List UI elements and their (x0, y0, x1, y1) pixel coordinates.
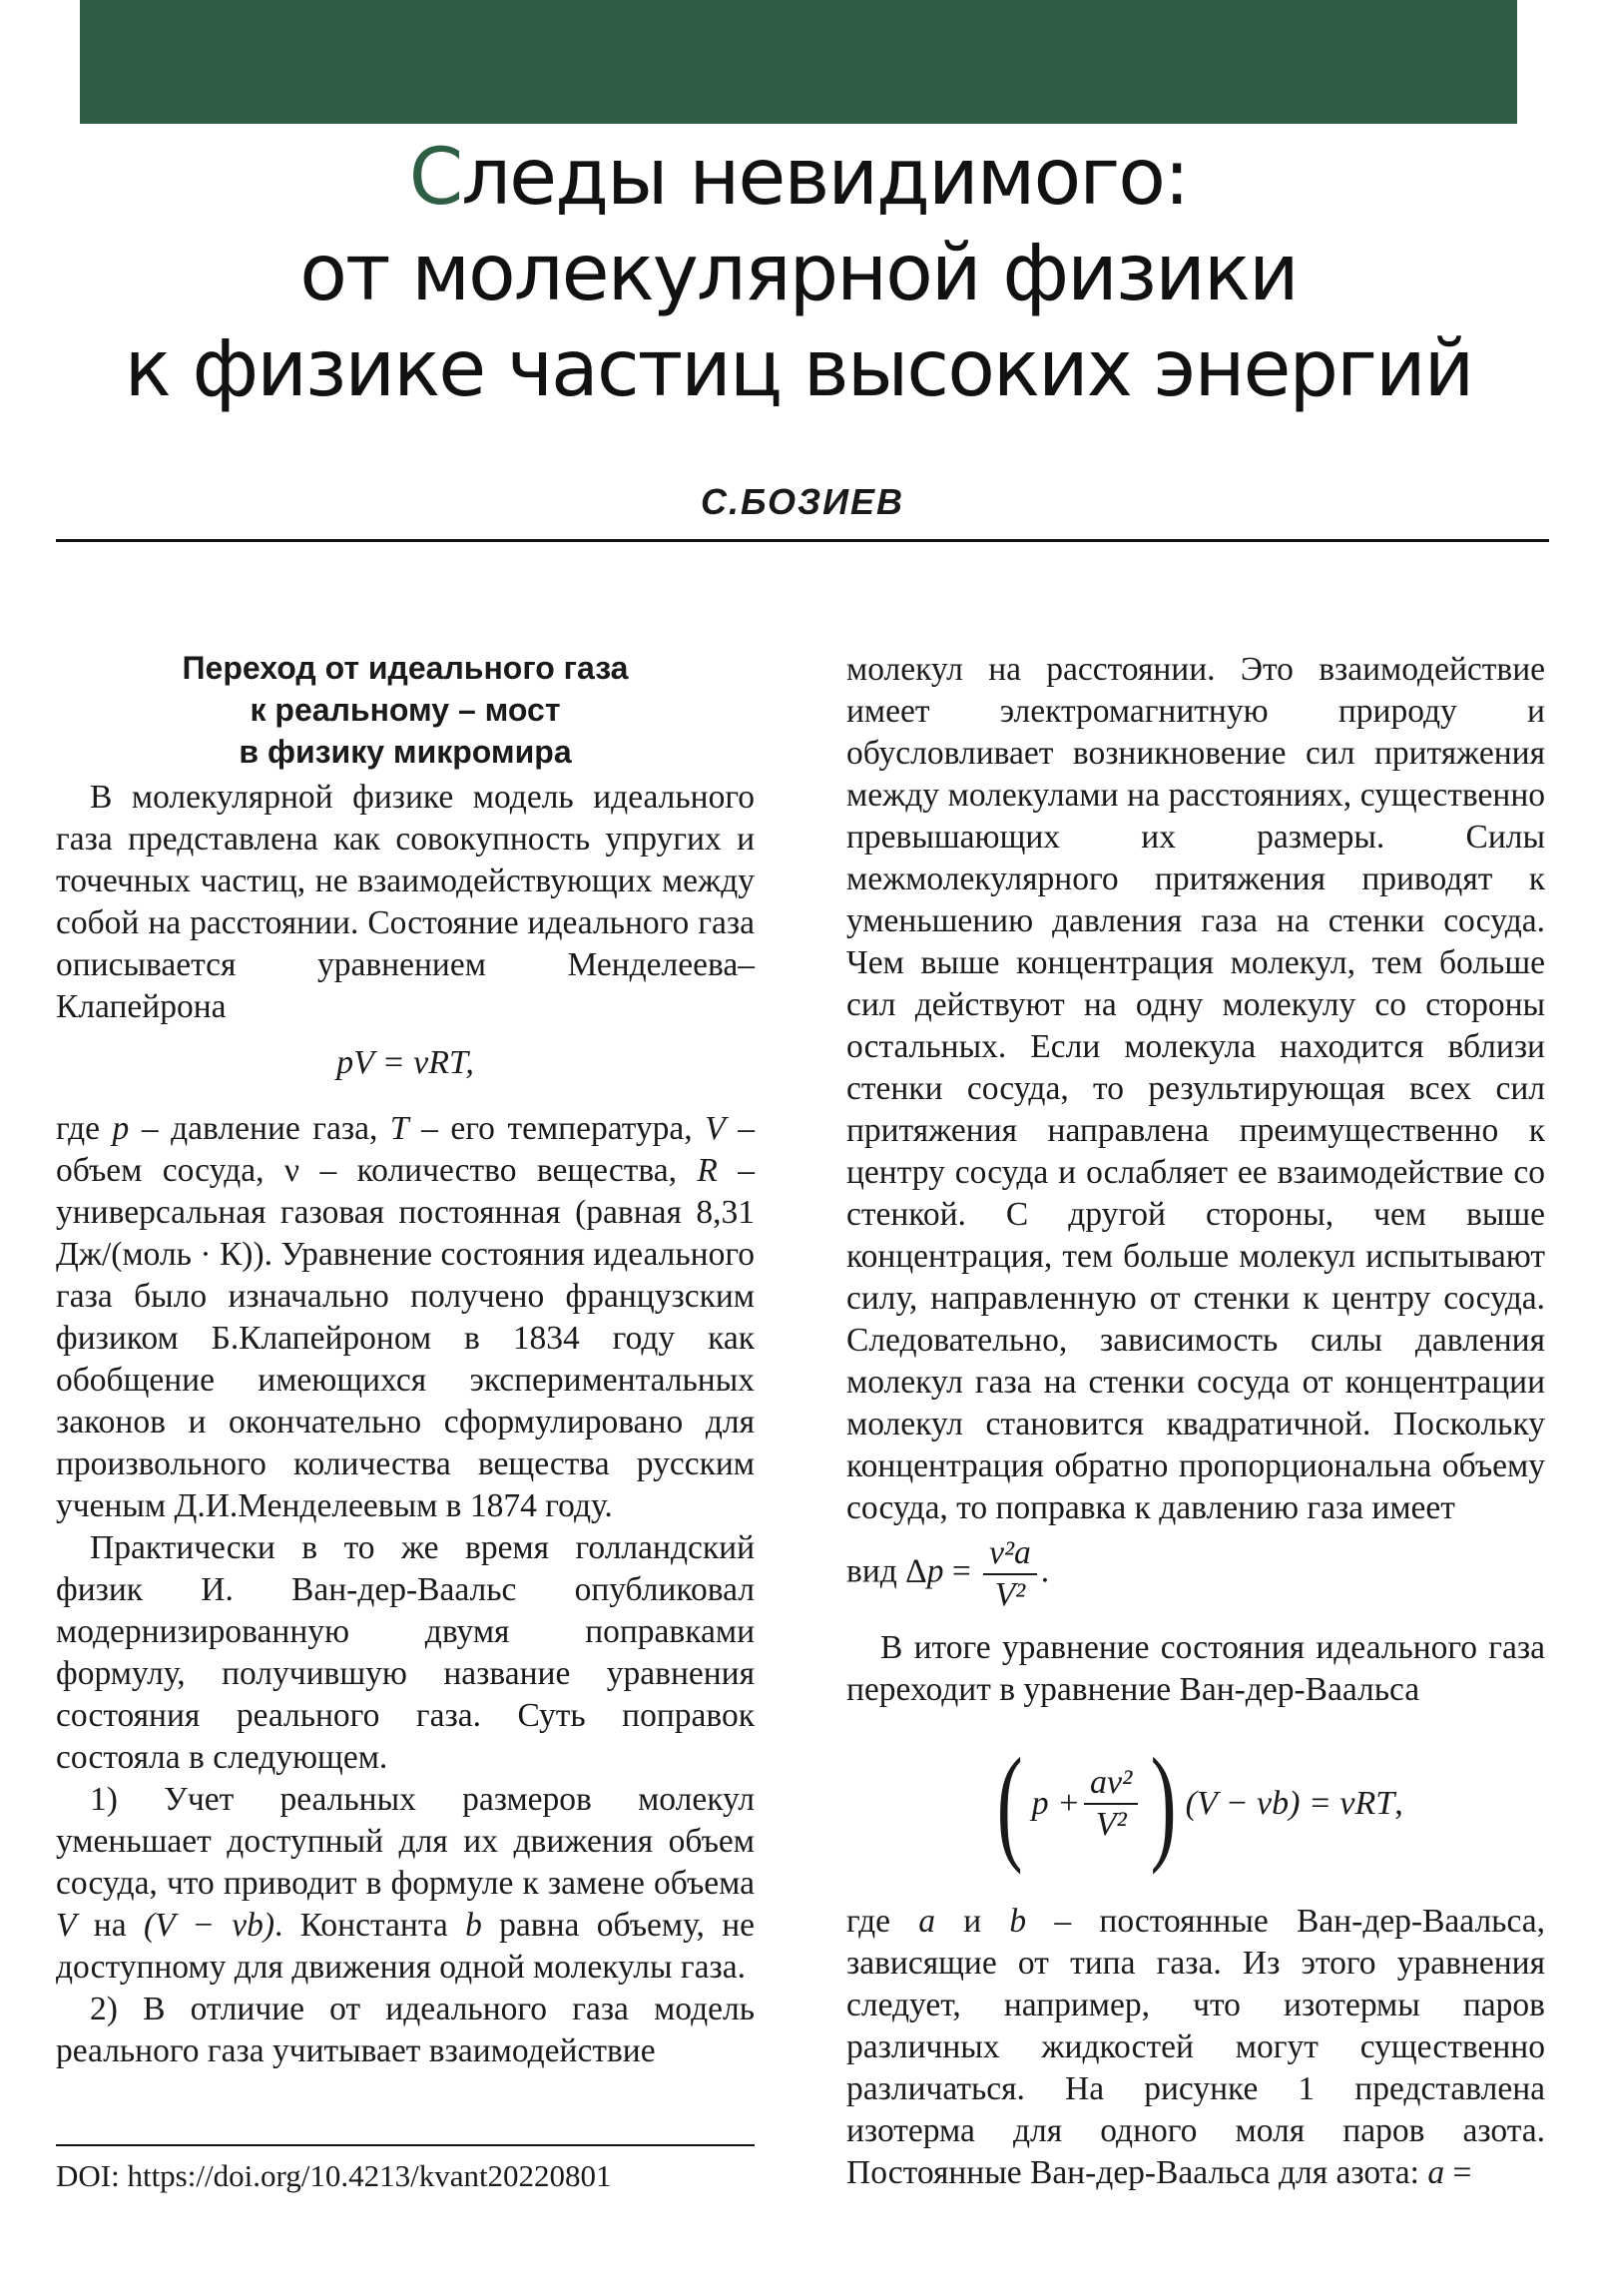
math-var-p: p (926, 1552, 944, 1590)
fraction-numerator: ν²a (983, 1533, 1037, 1575)
math-var-a: a (918, 1903, 935, 1940)
fraction-numerator: aν² (1084, 1763, 1138, 1805)
paragraph-ideal-gas: В молекулярной физике модель идеального газа представлена как совокупность упругих и точечных частиц, не взаимодействующих между собой на расстоянии. Состояние идеального газа описывается уравнением Менделеева–Клапейрона (56, 779, 755, 1025)
title-line-2: от молекулярной физики (299, 229, 1298, 318)
section-heading-line-2: к реальному – мост (250, 692, 561, 728)
math-var-V: V (56, 1907, 77, 1944)
math-var-V: V (705, 1110, 726, 1147)
math-var-R: R (697, 1152, 718, 1189)
author-divider (56, 539, 1549, 542)
math-var-b: b (1009, 1903, 1027, 1940)
text-fragment: = (943, 1552, 980, 1590)
text-fragment: где (846, 1903, 919, 1940)
text-fragment: – его температура, (408, 1110, 706, 1147)
doi-divider (56, 2144, 755, 2146)
paragraph-correction-1 (56, 1779, 755, 1989)
section-heading (56, 647, 755, 773)
formula-term-rest: (V − νb) = νRT (1185, 1785, 1395, 1822)
fraction-pressure (983, 1533, 1037, 1615)
title-line-3: к физике частиц высоких энергий (124, 324, 1473, 414)
fraction-correction (1084, 1763, 1138, 1845)
doi-footnote: DOI: https://doi.org/10.4213/kvant20220801 (56, 2158, 612, 2193)
right-paren-icon: ) (1151, 1732, 1177, 1876)
text-fragment: – давление газа, (129, 1110, 390, 1147)
text-fragment: где (56, 1110, 113, 1147)
math-var-p: p (112, 1110, 130, 1147)
paragraph-correction-2: 2) В отличие от идеального газа модель реального газа учитывает взаимодействие (56, 1991, 755, 2069)
paragraph-pressure-correction (846, 1533, 1545, 1615)
title-line-1: леды невидимого: (461, 133, 1189, 223)
title-initial: С (408, 133, 462, 223)
paragraph-transition: В итоге уравнение состояния идеального газа переходит в уравнение Ван-дер-Ваальса (846, 1629, 1545, 1708)
formula-van-der-waals (846, 1729, 1545, 1879)
math-var-a: a (1427, 2154, 1445, 2191)
left-paren-icon: ( (996, 1732, 1023, 1876)
text-fragment: – универсальная газовая постоянная (равная 8,31 Дж/(моль · К)). Уравнение состояния идеального газа было изначально получено французским физиком Б.Клапейроном в 1834 году как обобщение имеющихся экспериментальных законов и окончательно сформулировано для произвольного количества вещества русским ученым Д.И.Менделеевым в 1874 году. (56, 1152, 756, 1524)
text-fragment: . Константа (274, 1907, 466, 1944)
paragraph-definitions (56, 1108, 755, 1527)
text-fragment: и (934, 1903, 1010, 1940)
article-title (80, 130, 1517, 417)
formula-comma: , (1394, 1785, 1403, 1822)
formula-term-p: p + (1031, 1785, 1081, 1822)
text-fragment: – постоянные Ван-дер-Ваальса, зависящие от типа газа. Из этого уравнения следует, например, что изотермы паров различных жидкостей могут существенно различаться. На рисунке 1 представлена изотерма для одного моля паров азота. Постоянные Ван-дер-Ваальса для азота: (846, 1903, 1545, 2191)
paragraph-van-der-waals: Практически в то же время голландский физик И. Ван-дер-Ваальс опубликовал модернизированную двумя поправками формулу, получившую название уравнения состояния реального газа. Суть поправок состояла в следующем. (56, 1529, 755, 1776)
text-fragment: вид Δ (846, 1552, 927, 1590)
fraction-denominator: V² (994, 1576, 1026, 1613)
fraction-denominator: V² (1095, 1806, 1127, 1843)
right-column (846, 649, 1545, 2194)
paragraph-constants (846, 1901, 1545, 2194)
left-column (56, 647, 755, 2072)
text-fragment: 1) Учет реальных размеров молекул уменьшает доступный для их движения объем сосуда, что приводит в формуле к замене объема (56, 1781, 755, 1902)
section-heading-line-1: Переход от идеального газа (182, 650, 629, 686)
math-var-T: T (389, 1110, 409, 1147)
math-expression: (V − νb) (143, 1907, 275, 1944)
text-fragment: = (1444, 2154, 1472, 2191)
author-name: С.БОЗИЕВ (700, 481, 905, 522)
formula-clapeyron: pV = νRT, (336, 1044, 474, 1081)
section-heading-line-3: в физику микромира (239, 734, 572, 770)
text-fragment: равна объему, не доступному для движения одной молекулы газа. (56, 1907, 755, 1986)
paragraph-interaction: молекул на расстоянии. Это взаимодействие имеет электромагнитную природу и обусловливает возникновение сил притяжения между молекулами на расстояниях, существенно превышающих их размеры. Силы межмолекулярного притяжения приводят к уменьшению давления газа на стенки сосуда. Чем выше концентрация молекул, тем больше сил действуют на одну молекулу со стороны остальных. Если молекула находится вблизи стенки сосуда, то результирующая всех сил притяжения направлена преимущественно к центру сосуда и ослабляет ее взаимодействие со стенкой. С другой стороны, чем выше концентрация, тем больше молекул испытывают силу, направленную от стенки к центру сосуда. Следовательно, зависимость силы давления молекул газа на стенки сосуда от концентрации молекул становится квадратичной. Поскольку концентрация обратно пропорциональна объему сосуда, то поправка к давлению газа имеет (846, 651, 1545, 1526)
text-fragment: . (1040, 1552, 1050, 1590)
text-fragment: на (76, 1907, 144, 1944)
text-fragment: – объем сосуда, ν – количество вещества, (56, 1110, 755, 1189)
header-band (80, 0, 1517, 124)
math-var-b: b (465, 1907, 482, 1944)
